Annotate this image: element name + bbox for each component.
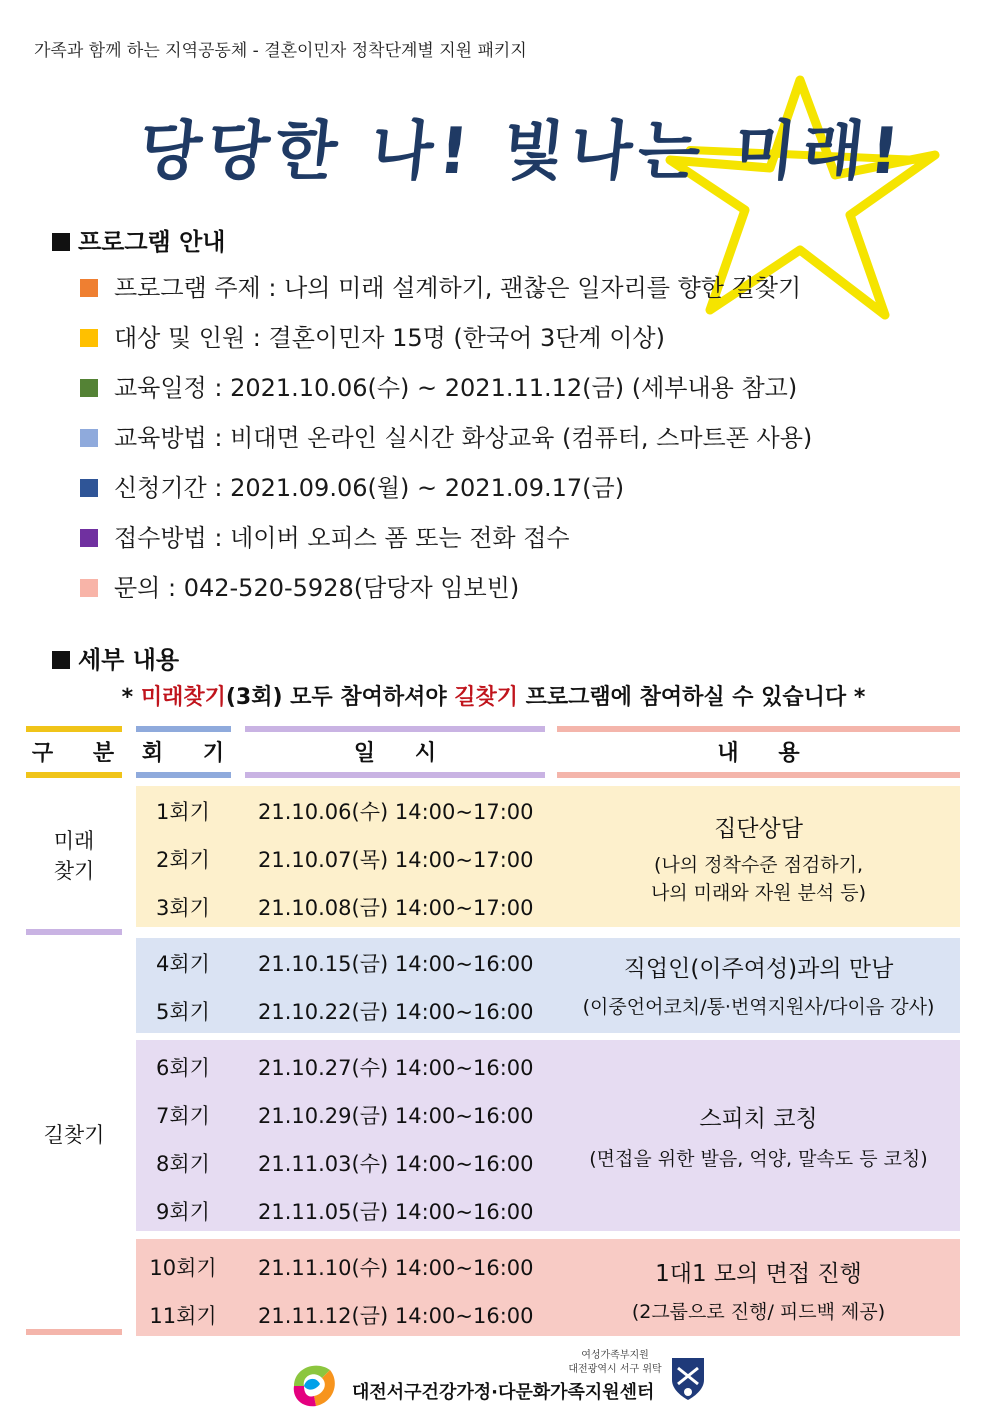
color-bullet-icon (80, 279, 98, 297)
program-info-item (80, 368, 797, 403)
program-info-text: 대상 및 인원 : 결혼이민자 15명 (한국어 3단계 이상) (114, 324, 665, 352)
content-title: 집단상담 (714, 816, 803, 842)
square-bullet-icon (52, 233, 70, 251)
session-datetime: 21.10.27(수) 14:00~16:00 (258, 1056, 534, 1080)
content-group-2 (557, 950, 960, 1021)
content-group-3 (557, 1100, 960, 1173)
program-info-text: 신청기간 : 2021.09.06(월) ~ 2021.09.17(금) (114, 474, 625, 502)
session-round: 10회기 (149, 1256, 217, 1280)
session-round: 7회기 (156, 1104, 210, 1128)
center-name: 대전서구건강가정·다문화가족지원센터 (352, 1382, 655, 1403)
program-info-item (80, 418, 812, 453)
color-bullet-icon (80, 479, 98, 497)
column-header-datetime: 일 시 (353, 741, 453, 766)
category-divider (26, 929, 122, 935)
details-heading (52, 640, 179, 675)
content-group-1 (557, 810, 960, 907)
col-bar-top (136, 726, 231, 732)
content-subtitle: (면접을 위한 발음, 억양, 말속도 등 코칭) (589, 1148, 928, 1170)
col-bar-top (245, 726, 545, 732)
program-info-text: 프로그램 주제 : 나의 미래 설계하기, 괜찮은 일자리를 향한 길찾기 (114, 274, 802, 302)
program-info-text: 접수방법 : 네이버 오피스 폼 또는 전화 접수 (114, 524, 570, 552)
session-round: 2회기 (156, 848, 210, 872)
content-title: 1대1 모의 면접 진행 (655, 1261, 862, 1287)
program-info-item (80, 268, 801, 303)
column-header-category: 구 분 (31, 741, 131, 766)
notice-highlight-future: 미래찾기 (140, 685, 226, 710)
session-round: 4회기 (156, 952, 210, 976)
category-future: 미래 찾기 (53, 829, 95, 883)
col-bar-bottom (136, 772, 231, 778)
session-datetime: 21.10.29(금) 14:00~16:00 (258, 1104, 534, 1128)
category-path: 길찾기 (43, 1123, 105, 1147)
square-bullet-icon (52, 651, 70, 669)
program-info-item (80, 468, 624, 503)
color-bullet-icon (80, 379, 98, 397)
program-heading (52, 222, 225, 257)
session-round: 1회기 (156, 800, 210, 824)
program-heading-label: 프로그램 안내 (78, 228, 226, 256)
session-datetime: 21.11.10(수) 14:00~16:00 (258, 1256, 534, 1280)
content-subtitle: (2그룹으로 진행/ 피드백 제공) (631, 1301, 886, 1323)
content-group-4 (557, 1255, 960, 1326)
poster-title: 당당한 나! 빛나는 미래! (135, 115, 909, 189)
column-header-content: 내 용 (717, 741, 816, 766)
poster-subtitle: 가족과 함께 하는 지역공동체 - 결혼이민자 정착단계별 지원 패키지 (34, 41, 527, 61)
program-info-text: 문의 : 042-520-5928(담당자 임보빈) (114, 574, 520, 602)
color-bullet-icon (80, 529, 98, 547)
program-info-item (80, 568, 519, 603)
col-bar-bottom (26, 772, 122, 778)
session-round: 3회기 (156, 896, 210, 920)
column-header-round: 회 기 (141, 741, 241, 766)
content-title: 스피치 코칭 (699, 1106, 818, 1132)
session-round: 9회기 (156, 1200, 210, 1224)
details-heading-label: 세부 내용 (78, 646, 180, 674)
session-datetime: 21.10.07(목) 14:00~17:00 (258, 848, 534, 872)
program-info-text: 교육일정 : 2021.10.06(수) ~ 2021.11.12(금) (세부내용 참고) (114, 374, 798, 402)
session-datetime: 21.10.22(금) 14:00~16:00 (258, 1000, 534, 1024)
session-datetime: 21.10.15(금) 14:00~16:00 (258, 952, 534, 976)
session-round: 8회기 (156, 1152, 210, 1176)
city-label: 대전광역시 서구 위탁 (568, 1364, 662, 1375)
program-info-item (80, 318, 665, 353)
session-datetime: 21.11.03(수) 14:00~16:00 (258, 1152, 534, 1176)
session-datetime: 21.11.12(금) 14:00~16:00 (258, 1304, 534, 1328)
col-bar-top (557, 726, 960, 732)
university-emblem-icon (668, 1354, 708, 1402)
program-info-text: 교육방법 : 비대면 온라인 실시간 화상교육 (컴퓨터, 스마트폰 사용) (114, 424, 813, 452)
session-datetime: 21.10.08(금) 14:00~17:00 (258, 896, 534, 920)
content-title: 직업인(이주여성)과의 만남 (623, 956, 894, 982)
session-datetime: 21.10.06(수) 14:00~17:00 (258, 800, 534, 824)
col-bar-bottom (245, 772, 545, 778)
center-logo-icon (286, 1356, 342, 1412)
col-bar-bottom (557, 772, 960, 778)
session-round: 11회기 (149, 1304, 217, 1328)
col-bar-top (26, 726, 122, 732)
participation-notice: * 미래찾기(3회) 모두 참여하셔야 길찾기 프로그램에 참여하실 수 있습니다 * (121, 685, 866, 710)
color-bullet-icon (80, 579, 98, 597)
ministry-label: 여성가족부지원 (581, 1350, 649, 1361)
session-datetime: 21.11.05(금) 14:00~16:00 (258, 1200, 534, 1224)
session-round: 5회기 (156, 1000, 210, 1024)
color-bullet-icon (80, 329, 98, 347)
content-subtitle: (나의 정착수준 점검하기, 나의 미래와 자원 분석 등) (650, 854, 867, 904)
color-bullet-icon (80, 429, 98, 447)
session-round: 6회기 (156, 1056, 210, 1080)
category-divider (26, 1329, 122, 1335)
content-subtitle: (이중언어코치/통·번역지원사/다이음 강사) (582, 996, 935, 1018)
program-info-item (80, 518, 570, 553)
notice-highlight-path: 길찾기 (454, 685, 519, 710)
